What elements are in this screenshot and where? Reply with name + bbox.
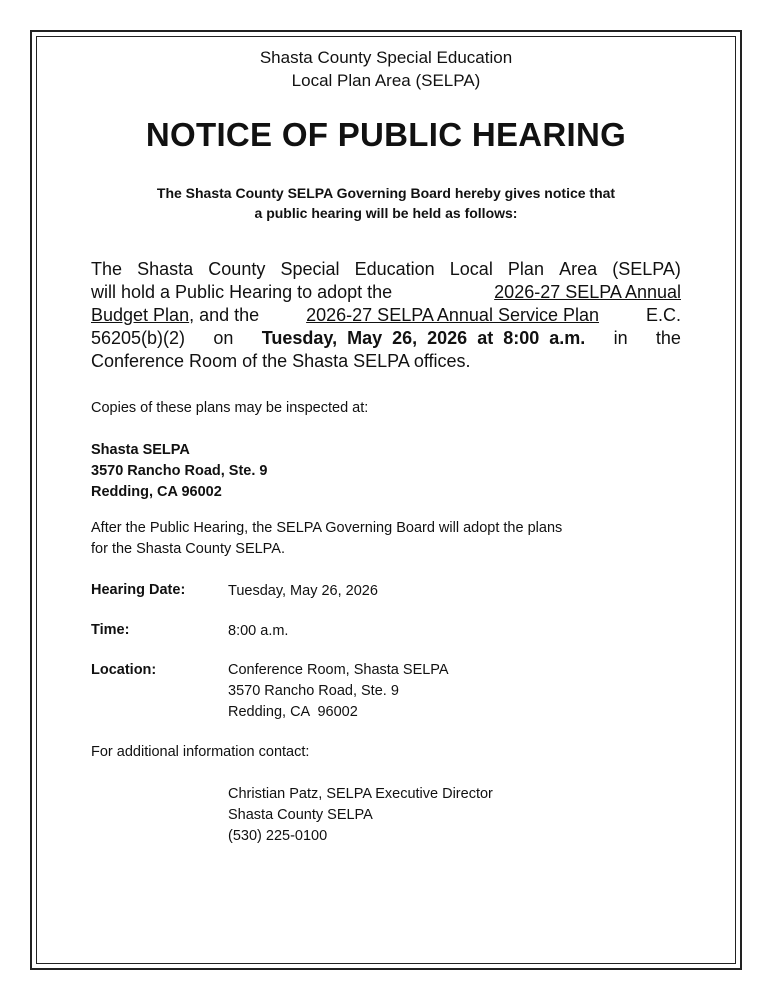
lead-line1 (91, 258, 681, 281)
contact-name: Christian Patz, SELPA Executive Director (228, 786, 493, 802)
service-plan-title: 2026-27 SELPA Annual Service Plan (306, 305, 599, 325)
word: (SELPA) (612, 259, 681, 279)
org-name-line2: Local Plan Area (SELPA) (291, 71, 481, 90)
lead-line3 (91, 304, 681, 327)
lead-line2 (91, 281, 681, 304)
location-line2: 3570 Rancho Road, Ste. 9 (228, 683, 399, 699)
code-reference: 56205(b)(2) (91, 328, 186, 348)
word: the (655, 328, 681, 348)
word: in (613, 328, 628, 348)
address-street: 3570 Rancho Road, Ste. 9 (91, 463, 268, 479)
time-value: 8:00 a.m. (228, 623, 289, 639)
time-label: Time: (91, 622, 130, 638)
intro-statement (92, 183, 680, 223)
word: County (208, 259, 266, 279)
lead-text: will hold a Public Hearing to adopt the (91, 282, 393, 302)
intro-line2: a public hearing will be held as follows: (254, 205, 518, 221)
hearing-date-label: Hearing Date: (91, 582, 186, 598)
word: on (213, 328, 234, 348)
hearing-date-value: Tuesday, May 26, 2026 (228, 583, 378, 599)
lead-line5: Conference Room of the Shasta SELPA offices. (91, 351, 471, 371)
copies-text: Copies of these plans may be inspected at: (91, 400, 369, 416)
lead-line4 (91, 327, 681, 350)
word: Area (559, 259, 598, 279)
lead-line3-left (91, 304, 259, 327)
word: Local (449, 259, 493, 279)
page-title: NOTICE OF PUBLIC HEARING (145, 116, 627, 153)
address-block (91, 440, 267, 503)
word: The (91, 259, 123, 279)
contact-block (228, 784, 493, 847)
word: Special (280, 259, 340, 279)
contact-phone: (530) 225-0100 (228, 828, 328, 844)
after-line2: for the Shasta County SELPA. (91, 541, 285, 557)
hearing-datetime: Tuesday, May 26, 2026 at 8:00 a.m. (261, 328, 586, 348)
address-name: Shasta SELPA (91, 442, 190, 458)
location-line3: Redding, CA 96002 (228, 704, 358, 720)
after-hearing-text (91, 518, 562, 560)
location-label: Location: (91, 662, 157, 678)
word: Shasta (137, 259, 194, 279)
lead-text: E.C. (645, 305, 681, 325)
contact-org: Shasta County SELPA (228, 807, 373, 823)
lead-text: , and the (189, 305, 260, 325)
after-line1: After the Public Hearing, the SELPA Governing Board will adopt the plans (91, 520, 563, 536)
intro-line1: The Shasta County SELPA Governing Board hereby gives notice that (156, 185, 616, 201)
location-value (228, 660, 449, 723)
hearing-announcement (91, 258, 681, 373)
word: Education (354, 259, 435, 279)
contact-intro: For additional information contact: (91, 744, 310, 760)
budget-plan-title-cont: Budget Plan (91, 305, 190, 325)
org-name-line1: Shasta County Special Education (259, 48, 513, 67)
address-city: Redding, CA 96002 (91, 484, 222, 500)
location-line1: Conference Room, Shasta SELPA (228, 662, 449, 678)
budget-plan-title: 2026-27 SELPA Annual (494, 282, 681, 302)
word: Plan (507, 259, 544, 279)
